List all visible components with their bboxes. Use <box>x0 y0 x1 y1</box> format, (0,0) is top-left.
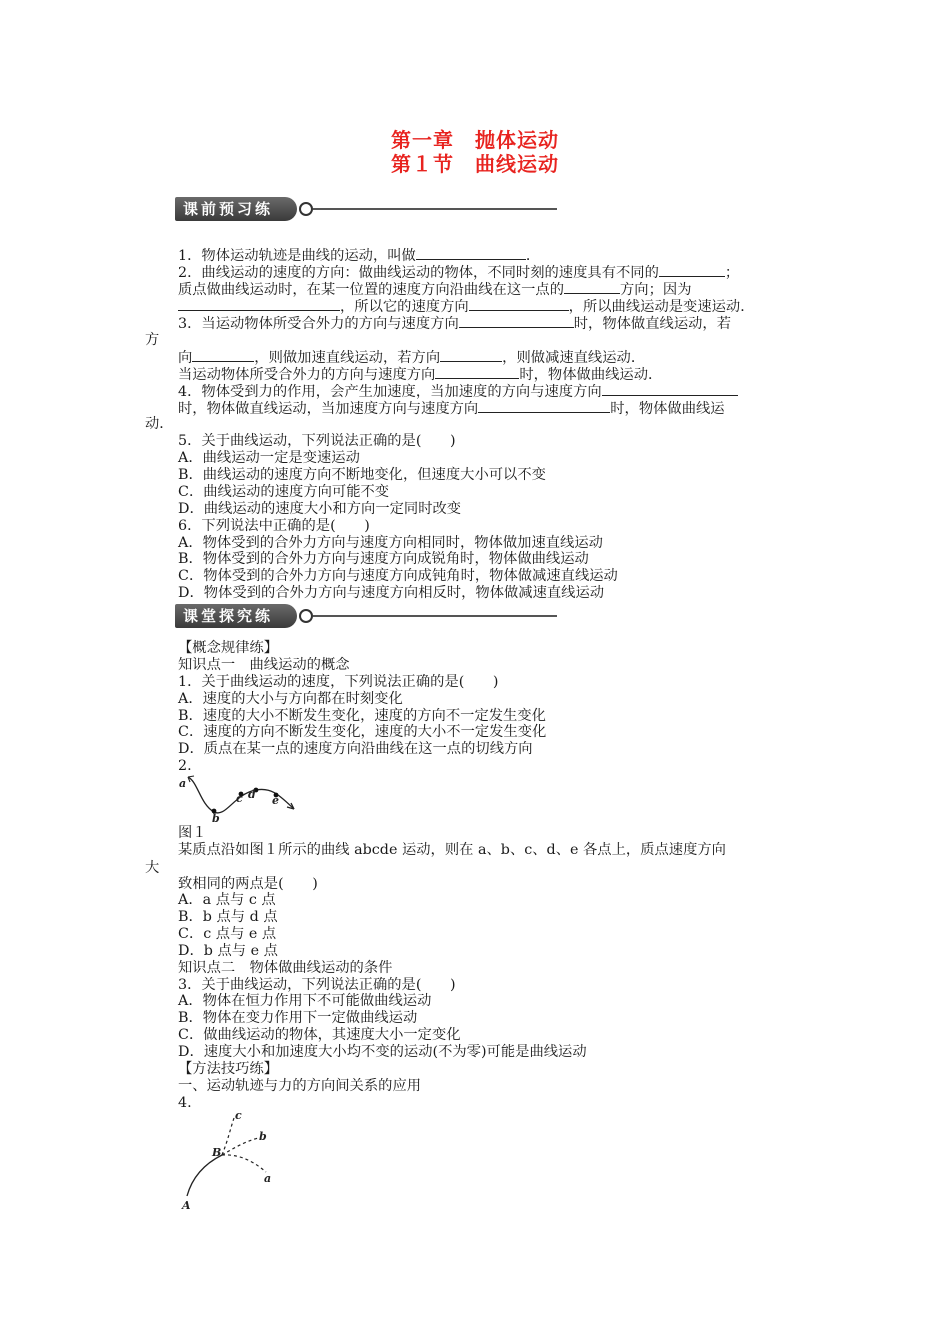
preview-q6-option-b: B．物体受到的合外力方向与速度方向成锐角时，物体做曲线运动 <box>178 551 589 567</box>
curve-label-b: b <box>212 812 220 824</box>
answer-blank <box>440 348 502 362</box>
answer-blank <box>659 263 725 277</box>
concept-section-header: 【概念规律练】 <box>178 640 279 656</box>
preview-q2-line1: 2．曲线运动的速度的方向：做曲线运动的物体，不同时刻的速度具有不同的 ； <box>178 265 740 281</box>
classroom-q3-option-a: A．物体在恒力作用下不可能做曲线运动 <box>178 993 432 1009</box>
preview-q6-option-a: A．物体受到的合外力方向与速度方向相同时，物体做加速直线运动 <box>178 535 603 551</box>
knowledge-point-1: 知识点一 曲线运动的概念 <box>178 657 350 673</box>
answer-blank <box>459 314 574 328</box>
preview-q5-option-c: C．曲线运动的速度方向可能不变 <box>178 484 390 500</box>
section-title: 第１节 曲线运动 <box>391 152 559 176</box>
figure-1-curve-diagram <box>176 774 306 824</box>
banner-rule <box>313 615 557 617</box>
banner-rule <box>313 208 557 210</box>
preview-q1: 1．物体运动轨迹是曲线的运动，叫做 ． <box>178 248 541 264</box>
classroom-banner-label: 课堂探究练 <box>175 604 297 628</box>
method-topic-1: 一、运动轨迹与力的方向间关系的应用 <box>178 1078 422 1094</box>
preview-q2-line2: 质点做曲线运动时，在某一位置的速度方向沿曲线在这一点的 方向；因为 <box>178 282 692 298</box>
figure-1-caption: 图１ <box>178 825 207 841</box>
answer-blank <box>435 365 519 379</box>
classroom-q2-option-d: D．b 点与 e 点 <box>178 943 278 959</box>
preview-q5-option-b: B．曲线运动的速度方向不断地变化，但速度大小可以不变 <box>178 467 546 483</box>
classroom-q3-option-d: D．速度大小和加速度大小均不变的运动(不为零)可能是曲线运动 <box>178 1044 587 1060</box>
preview-q6-option-d: D．物体受到的合外力方向与速度方向相反时，物体做减速直线运动 <box>178 585 605 601</box>
classroom-q2-option-c: C．c 点与 e 点 <box>178 926 277 942</box>
classroom-q2-wrap: 大 <box>145 860 160 876</box>
branch-c-dashed-path <box>222 1118 234 1155</box>
branch-a-dashed-path <box>222 1155 266 1172</box>
classroom-q4-number: 4. <box>178 1095 192 1111</box>
classroom-q1-option-d: D．质点在某一点的速度方向沿曲线在这一点的切线方向 <box>178 741 533 757</box>
chapter-title: 第一章 抛体运动 <box>391 128 559 152</box>
answer-blank <box>192 348 254 362</box>
curve-label-d: d <box>248 788 256 801</box>
preview-q4-line1: 4．物体受到力的作用，会产生加速度，当加速度的方向与速度方向 <box>178 382 738 401</box>
preview-q4-wrap: 动． <box>145 416 174 432</box>
classroom-q3-option-b: B．物体在变力作用下一定做曲线运动 <box>178 1010 418 1026</box>
preview-q5-option-a: A．曲线运动一定是变速运动 <box>178 450 360 466</box>
preview-q3-line1: 3．当运动物体所受合外力的方向与速度方向 时，物体做直线运动，若 <box>178 316 732 332</box>
preview-q3-wrap: 方 <box>145 332 160 348</box>
classroom-q1-stem: 1．关于曲线运动的速度，下列说法正确的是( ) <box>178 674 499 690</box>
trajectory-label-a: a <box>264 1172 272 1185</box>
banner-dot-icon <box>299 202 313 216</box>
classroom-q2-stem-line2: 致相同的两点是( ) <box>178 876 318 892</box>
trajectory-label-c: c <box>235 1110 242 1122</box>
classroom-q1-option-b: B．速度的大小不断发生变化，速度的方向不一定发生变化 <box>178 708 546 724</box>
classroom-q3-stem: 3．关于曲线运动，下列说法正确的是( ) <box>178 977 456 993</box>
method-section-header: 【方法技巧练】 <box>178 1061 279 1077</box>
curve-label-a: a <box>179 777 187 790</box>
trajectory-solid-path <box>187 1155 222 1196</box>
preview-q6-option-c: C．物体受到的合外力方向与速度方向成钝角时，物体做减速直线运动 <box>178 568 618 584</box>
figure-trajectory-diagram <box>178 1110 288 1212</box>
knowledge-point-2: 知识点二 物体做曲线运动的条件 <box>178 960 393 976</box>
classroom-q2-stem-line1: 某质点沿如图１所示的曲线 abcde 运动，则在 a、b、c、d、e 各点上，质点速度方向 <box>178 842 726 858</box>
preview-q2-line3: ，所以它的速度方向 ，所以曲线运动是变速运动． <box>178 297 755 316</box>
curve-label-c: c <box>236 792 243 805</box>
trajectory-label-b: b <box>259 1130 267 1143</box>
answer-blank <box>564 280 620 294</box>
classroom-q2-number: 2. <box>178 758 192 774</box>
classroom-q1-option-a: A．速度的大小与方向都在时刻变化 <box>178 691 403 707</box>
answer-blank <box>478 399 610 413</box>
classroom-q1-option-c: C．速度的方向不断发生变化，速度的大小不一定发生变化 <box>178 724 547 740</box>
preview-q5-option-d: D．曲线运动的速度大小和方向一定同时改变 <box>178 501 462 517</box>
preview-q6-stem: 6．下列说法中正确的是( ) <box>178 518 370 534</box>
trajectory-label-B: B <box>212 1146 222 1159</box>
branch-b-dashed-path <box>222 1138 258 1155</box>
classroom-q3-option-c: C．做曲线运动的物体，其速度大小一定变化 <box>178 1027 461 1043</box>
answer-blank <box>178 297 340 311</box>
preview-banner-label: 课前预习练 <box>175 197 297 221</box>
preview-q3-line2: 向 ，则做加速直线运动，若方向 ，则做减速直线运动． <box>178 350 646 366</box>
curve-label-e: e <box>272 794 279 807</box>
classroom-q2-option-b: B．b 点与 d 点 <box>178 909 278 925</box>
classroom-q2-option-a: A．a 点与 c 点 <box>178 892 276 908</box>
answer-blank <box>469 297 569 311</box>
preview-q5-stem: 5．关于曲线运动，下列说法正确的是( ) <box>178 433 456 449</box>
answer-blank <box>602 382 738 396</box>
answer-blank <box>416 246 526 260</box>
preview-q3-line3: 当运动物体所受合外力的方向与速度方向 时，物体做曲线运动． <box>178 367 663 383</box>
preview-q4-line2: 时，物体做直线运动，当加速度方向与速度方向 时，物体做曲线运 <box>178 401 725 417</box>
banner-dot-icon <box>299 609 313 623</box>
trajectory-label-A: A <box>182 1199 191 1212</box>
